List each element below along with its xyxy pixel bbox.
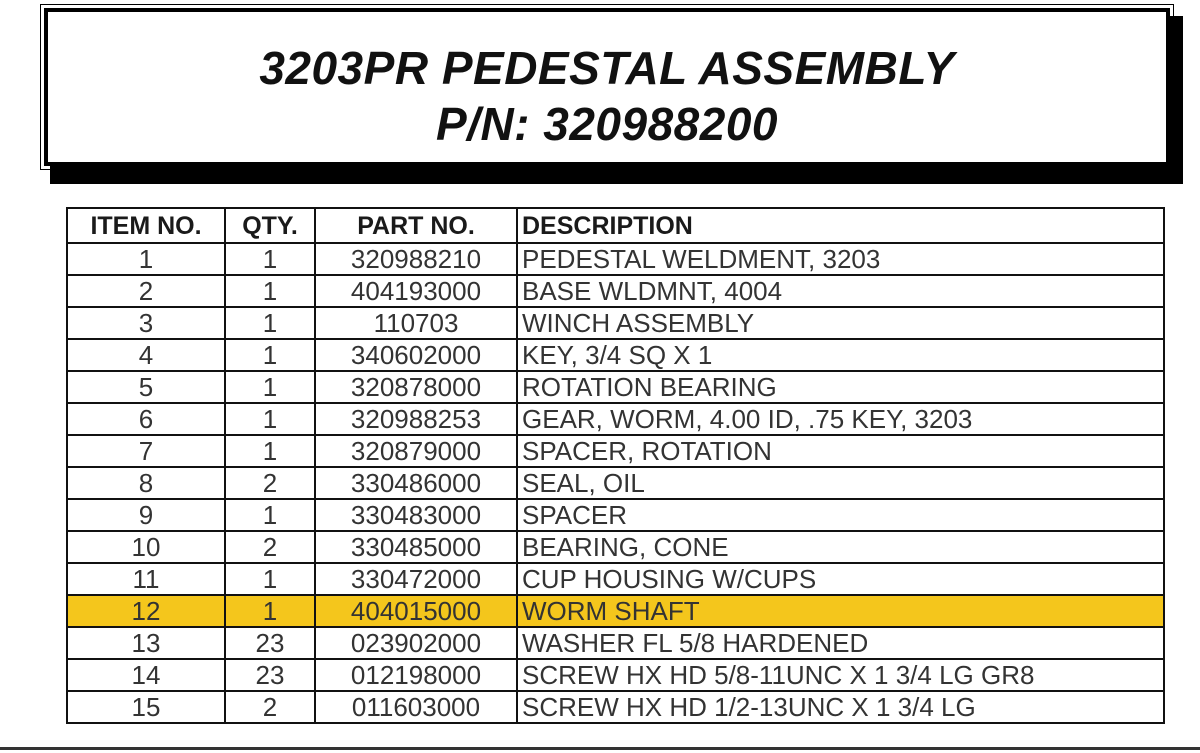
cell-item-no: 5 [67, 371, 225, 403]
table-row [67, 595, 1164, 627]
cell-description: BASE WLDMNT, 4004 [517, 275, 1164, 307]
cell-description: GEAR, WORM, 4.00 ID, .75 KEY, 3203 [517, 403, 1164, 435]
table-row [67, 499, 1164, 531]
cell-description: WASHER FL 5/8 HARDENED [517, 627, 1164, 659]
cell-item-no: 8 [67, 467, 225, 499]
cell-description: KEY, 3/4 SQ X 1 [517, 339, 1164, 371]
table-header-row [67, 208, 1164, 243]
cell-description: SCREW HX HD 1/2-13UNC X 1 3/4 LG [517, 691, 1164, 723]
cell-part-no: 330483000 [315, 499, 517, 531]
table-row [67, 307, 1164, 339]
cell-part-no: 320988253 [315, 403, 517, 435]
table-row [67, 371, 1164, 403]
cell-part-no: 320878000 [315, 371, 517, 403]
cell-item-no: 10 [67, 531, 225, 563]
cell-qty: 2 [225, 691, 315, 723]
table-row [67, 531, 1164, 563]
cell-part-no: 404015000 [315, 595, 517, 627]
cell-item-no: 6 [67, 403, 225, 435]
cell-part-no: 012198000 [315, 659, 517, 691]
table-row [67, 403, 1164, 435]
table-row [67, 243, 1164, 275]
header-part-no: PART NO. [315, 208, 517, 243]
title-box [44, 8, 1170, 166]
cell-item-no: 9 [67, 499, 225, 531]
cell-item-no: 15 [67, 691, 225, 723]
table-row [67, 691, 1164, 723]
bill-of-materials-table [66, 207, 1165, 724]
cell-qty: 1 [225, 563, 315, 595]
table-row [67, 435, 1164, 467]
assembly-name: 3203PR PEDESTAL ASSEMBLY [259, 42, 955, 94]
cell-part-no: 330485000 [315, 531, 517, 563]
cell-qty: 23 [225, 659, 315, 691]
cell-description: CUP HOUSING W/CUPS [517, 563, 1164, 595]
cell-qty: 1 [225, 275, 315, 307]
cell-qty: 23 [225, 627, 315, 659]
cell-description: ROTATION BEARING [517, 371, 1164, 403]
cell-item-no: 11 [67, 563, 225, 595]
cell-item-no: 1 [67, 243, 225, 275]
cell-part-no: 404193000 [315, 275, 517, 307]
cell-qty: 1 [225, 371, 315, 403]
cell-part-no: 330472000 [315, 563, 517, 595]
cell-item-no: 13 [67, 627, 225, 659]
cell-part-no: 330486000 [315, 467, 517, 499]
cell-qty: 1 [225, 403, 315, 435]
table-row [67, 627, 1164, 659]
cell-part-no: 011603000 [315, 691, 517, 723]
cell-part-no: 320879000 [315, 435, 517, 467]
table-row [67, 563, 1164, 595]
cell-description: WINCH ASSEMBLY [517, 307, 1164, 339]
cell-item-no: 4 [67, 339, 225, 371]
cell-description: SPACER, ROTATION [517, 435, 1164, 467]
header-description: DESCRIPTION [517, 208, 1164, 243]
table-row [67, 275, 1164, 307]
cell-item-no: 14 [67, 659, 225, 691]
part-number-title: P/N: 320988200 [435, 98, 779, 150]
table-row [67, 467, 1164, 499]
header-qty: QTY. [225, 208, 315, 243]
cell-qty: 2 [225, 467, 315, 499]
cell-part-no: 023902000 [315, 627, 517, 659]
table-row [67, 339, 1164, 371]
cell-description: PEDESTAL WELDMENT, 3203 [517, 243, 1164, 275]
table-row [67, 659, 1164, 691]
cell-part-no: 340602000 [315, 339, 517, 371]
cell-item-no: 3 [67, 307, 225, 339]
cell-description: SPACER [517, 499, 1164, 531]
cell-qty: 2 [225, 531, 315, 563]
cell-qty: 1 [225, 243, 315, 275]
cell-item-no: 12 [67, 595, 225, 627]
cell-item-no: 2 [67, 275, 225, 307]
cell-item-no: 7 [67, 435, 225, 467]
cell-qty: 1 [225, 307, 315, 339]
document-title [48, 40, 1166, 152]
cell-qty: 1 [225, 595, 315, 627]
cell-part-no: 320988210 [315, 243, 517, 275]
cell-description: WORM SHAFT [517, 595, 1164, 627]
header-item-no: ITEM NO. [67, 208, 225, 243]
cell-description: BEARING, CONE [517, 531, 1164, 563]
cell-qty: 1 [225, 499, 315, 531]
table-body [67, 243, 1164, 723]
cell-qty: 1 [225, 339, 315, 371]
cell-part-no: 110703 [315, 307, 517, 339]
cell-qty: 1 [225, 435, 315, 467]
page-divider [0, 747, 1200, 750]
cell-description: SCREW HX HD 5/8-11UNC X 1 3/4 LG GR8 [517, 659, 1164, 691]
cell-description: SEAL, OIL [517, 467, 1164, 499]
